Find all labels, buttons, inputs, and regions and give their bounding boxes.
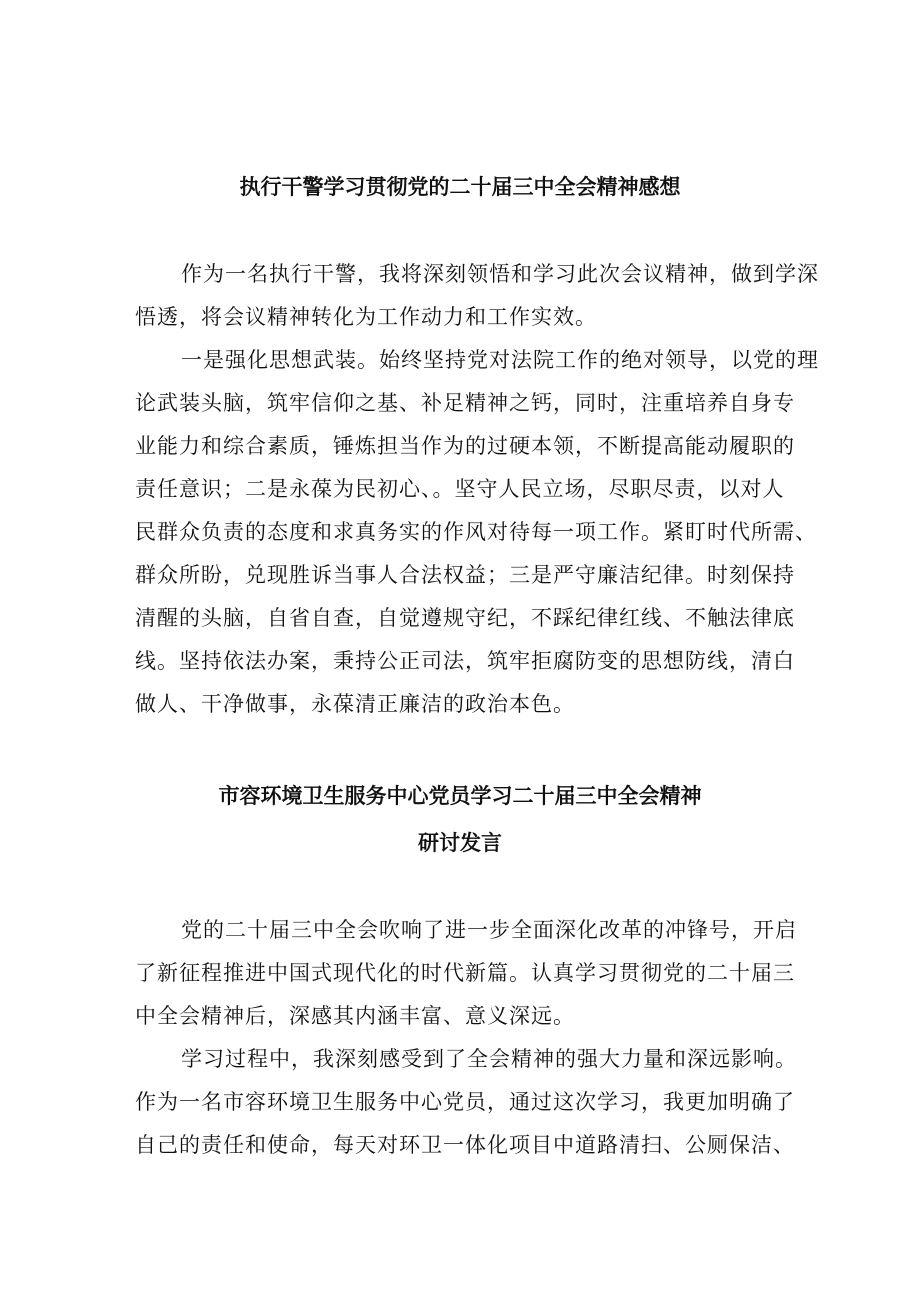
section2-para2-line1: 学习过程中，我深刻感受到了全会精神的强大力量和深远影响。 <box>181 1047 797 1071</box>
section2-para1-line1: 党的二十届三中全会吹响了进一步全面深化改革的冲锋号，开启 <box>181 918 797 942</box>
section1-para2-line2: 论武装头脑，筑牢信仰之基、补足精神之钙，同时，注重培养自身专 <box>135 391 795 415</box>
section2-para1-line2: 了新征程推进中国式现代化的时代新篇。认真学习贯彻党的二十届三 <box>135 961 795 985</box>
section2-para1-line3: 中全会精神后，深感其内涵丰富、意义深远。 <box>135 1004 575 1028</box>
section1-para2-line8: 线。坚持依法办案，秉持公正司法，筑牢拒腐防变的思想防线，清白 <box>135 649 795 673</box>
section2-title-line1: 市容环境卫生服务中心党员学习二十届三中全会精神 <box>218 784 702 808</box>
section1-para2-line1: 一是强化思想武装。始终坚持党对法院工作的绝对领导，以党的理 <box>181 348 819 372</box>
section1-para2-line6: 群众所盼，兑现胜诉当事人合法权益；三是严守廉洁纪律。时刻保持 <box>135 563 795 587</box>
section2-title-line2: 研讨发言 <box>418 831 502 855</box>
section2-para2-line3: 自己的责任和使命，每天对环卫一体化项目中道路清扫、公厕保洁、 <box>135 1133 795 1157</box>
section1-para1-line1: 作为一名执行干警，我将深刻领悟和学习此次会议精神，做到学深 <box>181 262 819 286</box>
section1-para2-line5: 民群众负责的态度和求真务实的作风对待每一项工作。紧盯时代所需、 <box>135 520 817 544</box>
section1-title: 执行干警学习贯彻党的二十届三中全会精神感想 <box>239 175 681 199</box>
section2-para2-line2: 作为一名市容环境卫生服务中心党员，通过这次学习，我更加明确了 <box>135 1090 795 1114</box>
section1-para2-line7: 清醒的头脑，自省自查，自觉遵规守纪，不踩纪律红线、不触法律底 <box>135 606 795 630</box>
section1-para2-line4: 责任意识；二是永葆为民初心、。坚守人民立场，尽职尽责，以对人 <box>135 477 785 501</box>
section1-para2-line3: 业能力和综合素质，锤炼担当作为的过硬本领，不断提高能动履职的 <box>135 434 795 458</box>
section1-para1-line2: 悟透，将会议精神转化为工作动力和工作实效。 <box>135 305 597 329</box>
section1-para2-line9: 做人、干净做事，永葆清正廉洁的政治本色。 <box>135 692 575 716</box>
